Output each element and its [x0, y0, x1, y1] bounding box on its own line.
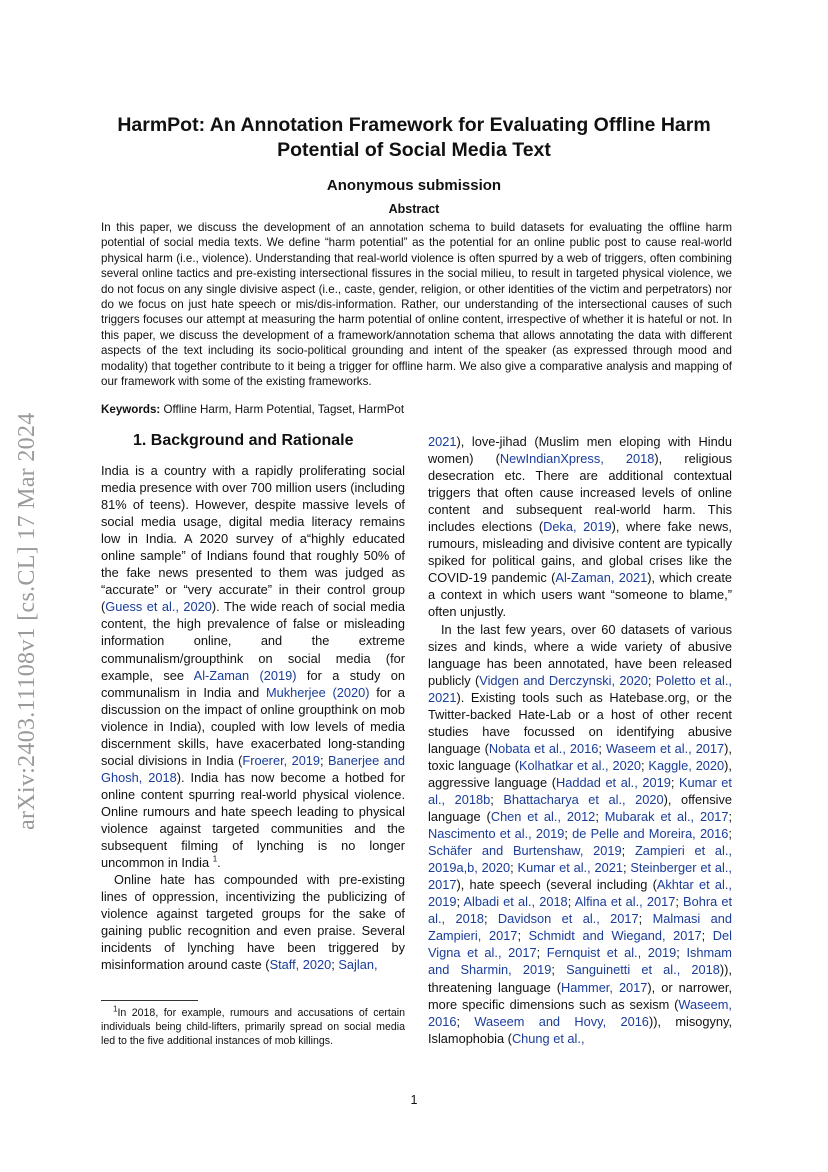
citation-link[interactable]: Al-Zaman, 2021	[555, 570, 648, 586]
text-run: ;	[564, 826, 573, 842]
text-run: ;	[320, 752, 329, 768]
footnote-text: In 2018, for example, rumours and accusations of certain individuals being child-lifters, primarily spread on social media led to the five additional instances of mob killings.	[101, 1007, 405, 1047]
text-run: ), toxic language (	[428, 740, 732, 773]
citation-link[interactable]: Poletto et al., 2021	[428, 672, 732, 705]
keywords-text: Offline Harm, Harm Potential, Tagset, HarmPot	[160, 403, 405, 416]
citation-link[interactable]: Hammer, 2017	[561, 979, 648, 995]
citation-link[interactable]: NewIndianXpress, 2018	[499, 451, 655, 467]
citation-link[interactable]: Zampieri et al., 2019a,b, 2020	[428, 843, 732, 876]
text-run: ;	[647, 672, 656, 688]
paragraph	[428, 621, 732, 1047]
text-run: ;	[456, 894, 464, 910]
text-run: .	[217, 855, 221, 871]
citation-link[interactable]: Haddad et al., 2019	[556, 774, 671, 790]
text-run: )), threatening language (	[428, 962, 732, 995]
footnote-rule	[101, 1000, 198, 1001]
text-run: ;	[622, 860, 631, 876]
citation-link[interactable]: Deka, 2019	[543, 519, 612, 535]
abstract-heading: Abstract	[388, 202, 440, 216]
keywords-line	[101, 403, 732, 416]
left-column	[101, 462, 405, 973]
text-run: ;	[595, 809, 605, 825]
paragraph	[101, 462, 405, 871]
text-run: ), aggressive language (	[428, 757, 732, 790]
text-run: India is a country with a rapidly proliferating social media presence with over 700 million users (including 81% of teens). However, despite massive levels of social media usage, digital media literacy remains low in India. A 2020 survey of a“highly educated online sample” of Indians found that roughly 50% of the fake news presented to them was judged as “accurate” or “very accurate” in their control group (	[101, 463, 405, 615]
text-run: ), religious desecration etc. There are additional contextual triggers that often cause increased levels of online content and subsequent real-world harm. This includes elections (	[428, 451, 733, 535]
citation-link[interactable]: Nobata et al., 2016	[488, 740, 599, 756]
text-run: ;	[638, 911, 653, 927]
paragraph	[428, 433, 732, 621]
text-run: ;	[490, 791, 504, 807]
text-run: ;	[676, 945, 687, 961]
footnote-marker[interactable]: 1	[212, 854, 218, 864]
citation-link[interactable]: Froerer, 2019	[242, 752, 321, 768]
citation-link[interactable]: Guess et al., 2020	[105, 599, 212, 615]
citation-link[interactable]: Kolhatkar et al., 2020	[519, 757, 641, 773]
text-run: ), love-jihad (Muslim men eloping with Hindu women) (	[428, 434, 732, 467]
citation-link[interactable]: Mukherjee (2020)	[265, 684, 370, 700]
text-run: ;	[510, 860, 518, 876]
section-heading: 1. Background and Rationale	[133, 432, 354, 449]
citation-link[interactable]: Vidgen and Derczynski, 2020	[479, 672, 648, 688]
text-run: ), where fake news, rumours, misleading and divisive content are typically spiked for political gains, and global crises like the COVID-19 pandemic (	[428, 519, 732, 586]
citation-link[interactable]: Waseem et al., 2017	[605, 740, 725, 756]
citation-link[interactable]: Del Vigna et al., 2017	[428, 928, 732, 961]
citation-link[interactable]: Staff, 2020	[269, 957, 332, 973]
citation-link[interactable]: de Pelle and Moreira, 2016	[572, 826, 729, 842]
text-run: In the last few years, over 60 datasets of various sizes and kinds, where a wide variety of abusive language has been annotated, have been released publicly (	[428, 621, 732, 688]
citation-link[interactable]: Al-Zaman (2019)	[193, 667, 297, 683]
citation-link[interactable]: Ishmam and Sharmin, 2019	[428, 945, 732, 978]
citation-link[interactable]: Alfina et al., 2017	[574, 894, 676, 910]
citation-link[interactable]: Akhtar et al., 2019	[428, 877, 732, 910]
citation-link[interactable]: Steinberger et al., 2017	[428, 860, 732, 893]
text-run: ;	[551, 962, 567, 978]
citation-link[interactable]: Nascimento et al., 2019	[428, 826, 565, 842]
text-run: ;	[483, 911, 498, 927]
author-line: Anonymous submission	[326, 177, 502, 194]
text-run: ;	[728, 826, 732, 842]
citation-link[interactable]: Chen et al., 2012	[490, 809, 596, 825]
text-run: ;	[675, 894, 684, 910]
text-run: ;	[598, 740, 606, 756]
right-column	[428, 433, 732, 1047]
citation-link[interactable]: Kaggle, 2020	[648, 757, 725, 773]
citation-link[interactable]: 2021	[428, 434, 457, 449]
keywords-label: Keywords:	[101, 403, 161, 416]
text-run: ), offensive language (	[428, 791, 732, 825]
citation-link[interactable]: Bhattacharya et al., 2020	[503, 791, 664, 807]
citation-link[interactable]: Mubarak et al., 2017	[604, 809, 729, 825]
citation-link[interactable]: Kumar et al., 2018b	[428, 774, 732, 807]
citation-link[interactable]: Albadi et al., 2018	[463, 894, 568, 910]
text-run: ). The wide reach of social media content, the high prevalence of false or misleading information online, and the extreme communalism/groupthink on social media (for example, see	[101, 599, 405, 683]
citation-link[interactable]: Schäfer and Burtenshaw, 2019	[428, 843, 622, 859]
text-run: ;	[456, 1013, 475, 1029]
paragraph	[101, 871, 405, 973]
citation-link[interactable]: Banerjee and Ghosh, 2018	[101, 752, 405, 785]
text-run: ), hate speech (several including (	[456, 877, 657, 893]
text-run: ;	[331, 957, 339, 973]
text-run: ;	[536, 945, 547, 961]
citation-link[interactable]: Malmasi and Zampieri, 2017	[428, 911, 732, 944]
text-run: ;	[517, 928, 529, 944]
text-run: ;	[728, 809, 732, 825]
citation-link[interactable]: Waseem and Hovy, 2016	[474, 1013, 649, 1029]
citation-link[interactable]: Sajlan,	[338, 957, 378, 973]
text-run: for a study on communalism in India and	[101, 667, 406, 700]
arxiv-identifier-stamp: arXiv:2403.11108v1 [cs.CL] 17 Mar 2024	[14, 412, 40, 830]
citation-link[interactable]: Fernquist et al., 2019	[546, 945, 677, 961]
text-run: )), misogyny, Islamophobia (	[428, 1013, 732, 1046]
citation-link[interactable]: Davidson et al., 2017	[497, 911, 639, 927]
page-number: 1	[410, 1093, 418, 1107]
citation-link[interactable]: Bohra et al., 2018	[428, 894, 733, 927]
citation-link[interactable]: Sanguinetti et al., 2018	[566, 962, 720, 978]
text-run: for a discussion on the impact of online groupthink on mob violence in India), coupled with low levels of media discernment skills, have exacerbated long-standing social divisions in India (	[101, 684, 405, 768]
text-run: ;	[567, 894, 575, 910]
citation-link[interactable]: Schmidt and Wiegand, 2017	[528, 928, 702, 944]
text-run: ;	[670, 774, 680, 790]
footnote	[101, 1006, 405, 1048]
text-run: ;	[640, 757, 649, 773]
footnote-mark: 1	[113, 1004, 118, 1014]
paper-title: HarmPot: An Annotation Framework for Evaluating Offline Harm Potential of Social Media Text	[117, 114, 711, 161]
text-run: ;	[701, 928, 713, 944]
text-run: ). India has now become a hotbed for online content spurring real-world physical violence. Online rumours and hate speech leading to physical violence against targeted communities and the subsequent filming of lynching is no longer uncommon in India	[101, 769, 405, 871]
citation-link[interactable]: Kumar et al., 2021	[517, 860, 623, 876]
citation-link[interactable]: Waseem, 2016	[428, 996, 732, 1029]
text-run: ), or narrower, more specific dimensions such as sexism (	[428, 979, 733, 1012]
text-run: ). Existing tools such as Hatebase.org, or the Twitter-backed Hate-Lab or a host of other recent studies have focussed on identifying abusive language (	[428, 689, 732, 756]
abstract-text: In this paper, we discuss the development of an annotation schema to build datasets for evaluating the offline harm potential of social media texts. We define “harm potential” as the potential for an online public post to cause real-world physical harm (i.e., violence). Understanding that real-world violence is often spurred by a web of triggers, often combining several online tactics and pre-existing intersectional fissures in the social milieu, to result in targeted physical violence, we do not focus on any single divisive aspect (i.e., caste, gender, religion, or other identities of the victim and perpetrators) nor do we focus on just hate speech or mis/dis-information. Rather, our understanding of the intersectional causes of such triggers focuses our attempt at measuring the harm potential of online content, irrespective of whether it is hateful or not. In this paper, we discuss the development of a framework/annotation schema that allows annotating the data with different aspects of the text including its socio-political grounding and intent of the speaker (as expressed through mood and modality) that together contribute to it being a trigger for offline harm. We also give a comparative analysis and mapping of our framework with some of the existing frameworks.	[101, 221, 732, 389]
text-run: ;	[621, 843, 635, 859]
text-run: Online hate has compounded with pre-existing lines of oppression, incentivizing the publicizing of violence against targeted groups for the sake of gaining public recognition and even praise. Several incidents of lynching have been triggered by misinformation around caste (	[101, 872, 405, 973]
text-run: ), which create a context in which users want “someone to blame,” often unjustly.	[428, 570, 732, 620]
citation-link[interactable]: Chung et al.,	[511, 1030, 585, 1046]
